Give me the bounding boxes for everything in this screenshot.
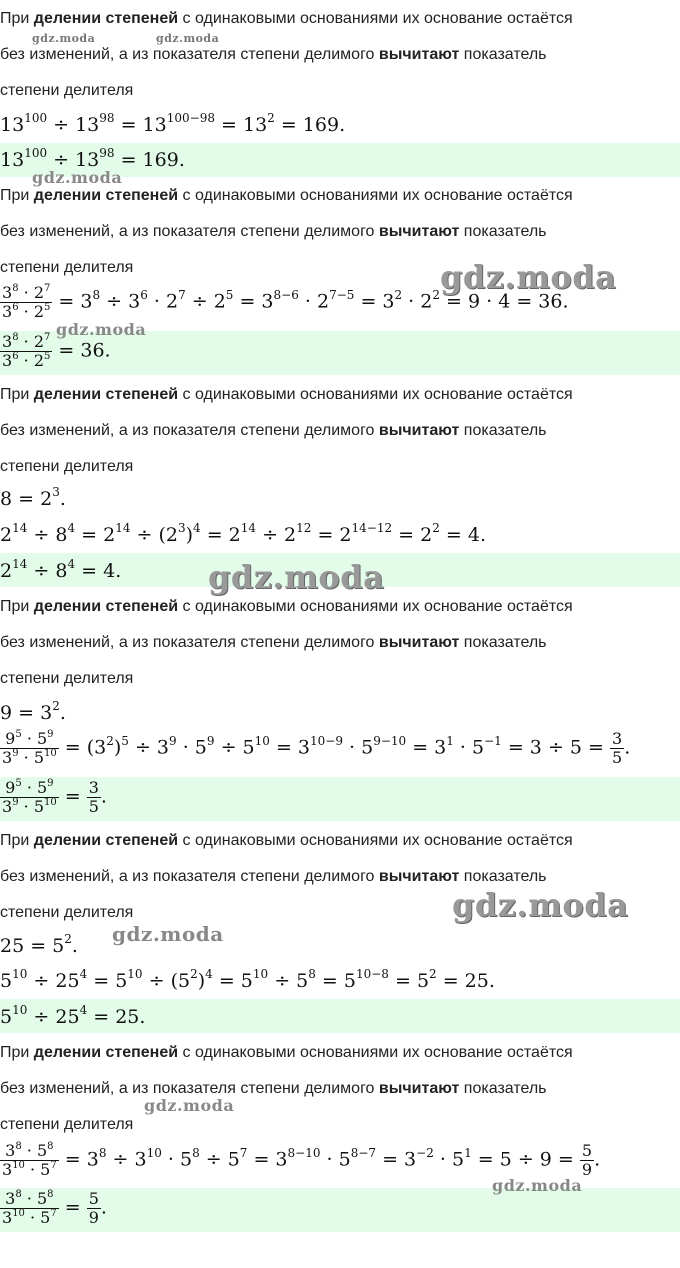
rule-text-2: При делении степеней с одинаковыми основаниями их основание остаётся <box>0 187 573 204</box>
rule-text-1-line3: степени делителя <box>0 82 134 99</box>
rule-text-3-line2: без изменений, а из показателя степени делимого вычитают показатель <box>0 422 547 439</box>
rule-text-2-line2: без изменений, а из показателя степени делимого вычитают показатель <box>0 223 547 240</box>
rule-text-3: При делении степеней с одинаковыми основаниями их основание остаётся <box>0 386 573 403</box>
math-line: $2^{14} \div 8^4 = 2^{14} \div (2^3)^4 = 2^{14} \div 2^{12} = 2^{14-12} = 2^2 = 4$. <box>0 521 486 546</box>
math-line: $9 = 3^2$. <box>0 699 66 724</box>
rule-text-2-line3: степени делителя <box>0 259 134 276</box>
rule-text-3-line3: степени делителя <box>0 458 134 475</box>
rule-text-1: При делении степеней с одинаковыми основаниями их основание остаётся <box>0 10 573 27</box>
rule-text-1-line2: без изменений, а из показателя степени делимого вычитают показатель <box>0 46 547 63</box>
rule-text-5-line2: без изменений, а из показателя степени делимого вычитают показатель <box>0 868 547 885</box>
rule-text-4: При делении степеней с одинаковыми основаниями их основание остаётся <box>0 598 573 615</box>
watermark-logo: gdz.moda <box>56 320 147 339</box>
answer-line: $5^{10} \div 25^4 = 25$. <box>0 1003 146 1028</box>
rule-text-6: При делении степеней с одинаковыми основаниями их основание остаётся <box>0 1044 573 1061</box>
answer-line: $\frac{3^8 \cdot 5^8}{3^{10} \cdot 5^7}$ = $\frac{5}{9}$ . <box>2 1189 107 1227</box>
answer-line: $\frac{9^5 \cdot 5^9}{3^9 \cdot 5^{10}}$ = $\frac{3}{5}$ . <box>2 778 107 816</box>
math-line: $\frac{3^8 \cdot 5^8}{3^{10} \cdot 5^7}$ = $3^8 \div 3^{10} \cdot 5^8 \div 5^7 = 3^{8-10} \cdot 5^{8-7} = 3^{-2} \cdot 5^1 = 5 \div 9$ = $\frac{5}{9}$ . <box>2 1141 601 1179</box>
watermark-logo: gdz.moda <box>208 558 385 596</box>
rule-text-5: При делении степеней с одинаковыми основаниями их основание остаётся <box>0 832 573 849</box>
answer-line: $13^{100} \div 13^{98} = 169$. <box>0 146 185 171</box>
rule-text-6-line2: без изменений, а из показателя степени делимого вычитают показатель <box>0 1080 547 1097</box>
math-line: $\frac{9^5 \cdot 5^9}{3^9 \cdot 5^{10}}$ = $(3^2)^5 \div 3^9 \cdot 5^9 \div 5^{10} = 3^{10-9} \cdot 5^{9-10} = 3^1 \cdot 5^{-1} = 3 \div 5$ = $\frac{3}{5}$ . <box>2 729 631 767</box>
math-line: $25 = 5^2$. <box>0 932 78 957</box>
watermark-logo: gdz.moda <box>144 1096 235 1115</box>
math-line: $8 = 2^3$. <box>0 485 66 510</box>
watermark-logo: gdz.moda <box>112 922 224 946</box>
watermark-logo: gdz.moda <box>452 886 629 924</box>
watermark-logo: gdz.moda <box>156 32 220 45</box>
rule-text-6-line3: степени делителя <box>0 1116 134 1133</box>
watermark-logo: gdz.moda <box>492 1176 583 1195</box>
math-line: $5^{10} \div 25^4 = 5^{10} \div (5^2)^4 = 5^{10} \div 5^8 = 5^{10-8} = 5^2 = 25$. <box>0 967 495 992</box>
watermark-logo: gdz.moda <box>440 258 617 296</box>
watermark-logo: gdz.moda <box>32 168 123 187</box>
watermark-logo: gdz.moda <box>32 32 96 45</box>
rule-text-5-line3: степени делителя <box>0 904 134 921</box>
math-line: $13^{100} \div 13^{98} = 13^{100-98} = 13^2 = 169$. <box>0 111 346 136</box>
math-line: $\frac{3^8 \cdot 2^7}{3^6 \cdot 2^5}$ = $3^8 \div 3^6 \cdot 2^7 \div 2^5 = 3^{8-6} \cdot 2^{7-5} = 3^2 \cdot 2^2 = 9 \cdot 4 = 36$. <box>2 283 569 321</box>
rule-text-4-line2: без изменений, а из показателя степени делимого вычитают показатель <box>0 634 547 651</box>
answer-line: $2^{14} \div 8^4 = 4$. <box>0 557 122 582</box>
rule-text-4-line3: степени делителя <box>0 670 134 687</box>
answer-line: $\frac{3^8 \cdot 2^7}{3^6 \cdot 2^5}$ = 36. <box>2 332 111 370</box>
